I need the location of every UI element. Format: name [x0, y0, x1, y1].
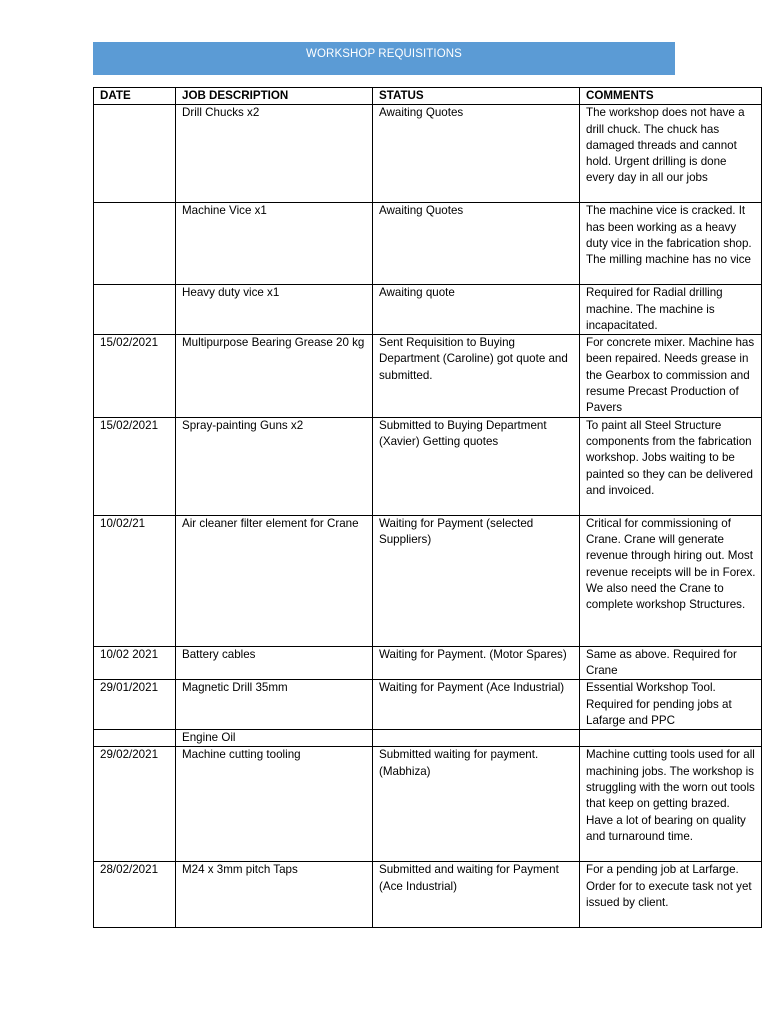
- header-job-description: JOB DESCRIPTION: [176, 88, 373, 105]
- cell-date: [94, 730, 176, 747]
- cell-status: Submitted and waiting for Payment (Ace Industrial): [373, 862, 580, 928]
- cell-comments: Critical for commissioning of Crane. Crane will generate revenue through hiring out. Most revenue receipts will be in Forex. We also need the Crane to complete workshop Structures.: [580, 515, 762, 646]
- cell-job-description: Engine Oil: [176, 730, 373, 747]
- table-row: [94, 862, 762, 928]
- table-row: [94, 680, 762, 730]
- cell-date: 29/02/2021: [94, 747, 176, 862]
- cell-status: Waiting for Payment (Ace Industrial): [373, 680, 580, 730]
- table-row: [94, 646, 762, 680]
- header-date: DATE: [94, 88, 176, 105]
- cell-comments: To paint all Steel Structure components from the fabrication workshop. Jobs waiting to be painted so they can be delivered and invoiced.: [580, 417, 762, 515]
- cell-date: 29/01/2021: [94, 680, 176, 730]
- cell-status: Submitted waiting for payment. (Mabhiza): [373, 747, 580, 862]
- cell-date: [94, 105, 176, 203]
- cell-date: 10/02 2021: [94, 646, 176, 680]
- cell-status: Sent Requisition to Buying Department (Caroline) got quote and submitted.: [373, 335, 580, 417]
- cell-comments: Machine cutting tools used for all machining jobs. The workshop is struggling with the worn out tools that keep on getting brazed. Have a lot of bearing on quality and turnaround time.: [580, 747, 762, 862]
- cell-job-description: Machine Vice x1: [176, 203, 373, 285]
- cell-date: 15/02/2021: [94, 417, 176, 515]
- cell-status: Waiting for Payment. (Motor Spares): [373, 646, 580, 680]
- cell-comments: For a pending job at Larfarge. Order for to execute task not yet issued by client.: [580, 862, 762, 928]
- cell-job-description: Machine cutting tooling: [176, 747, 373, 862]
- cell-comments: Required for Radial drilling machine. The machine is incapacitated.: [580, 285, 762, 335]
- cell-status: [373, 730, 580, 747]
- cell-job-description: Multipurpose Bearing Grease 20 kg: [176, 335, 373, 417]
- cell-job-description: Air cleaner filter element for Crane: [176, 515, 373, 646]
- cell-job-description: Spray-painting Guns x2: [176, 417, 373, 515]
- header-comments: COMMENTS: [580, 88, 762, 105]
- header-status: STATUS: [373, 88, 580, 105]
- cell-status: Submitted to Buying Department (Xavier) Getting quotes: [373, 417, 580, 515]
- header-row: [94, 88, 762, 105]
- table-row: [94, 203, 762, 285]
- table-row: [94, 105, 762, 203]
- cell-job-description: Heavy duty vice x1: [176, 285, 373, 335]
- cell-status: Waiting for Payment (selected Suppliers): [373, 515, 580, 646]
- cell-comments: [580, 730, 762, 747]
- cell-job-description: Magnetic Drill 35mm: [176, 680, 373, 730]
- cell-date: [94, 203, 176, 285]
- cell-date: [94, 285, 176, 335]
- cell-status: Awaiting Quotes: [373, 203, 580, 285]
- table-row: [94, 285, 762, 335]
- requisitions-table: [93, 87, 762, 928]
- table-row: [94, 417, 762, 515]
- table-row: [94, 747, 762, 862]
- cell-comments: Essential Workshop Tool. Required for pending jobs at Lafarge and PPC: [580, 680, 762, 730]
- cell-date: 15/02/2021: [94, 335, 176, 417]
- cell-comments: The workshop does not have a drill chuck. The chuck has damaged threads and cannot hold. Urgent drilling is done every day in all our jobs: [580, 105, 762, 203]
- table-row: [94, 730, 762, 747]
- table-row: [94, 515, 762, 646]
- cell-status: Awaiting quote: [373, 285, 580, 335]
- page-title: WORKSHOP REQUISITIONS: [306, 48, 462, 60]
- cell-job-description: Drill Chucks x2: [176, 105, 373, 203]
- cell-comments: The machine vice is cracked. It has been working as a heavy duty vice in the fabrication shop. The milling machine has no vice: [580, 203, 762, 285]
- cell-date: 28/02/2021: [94, 862, 176, 928]
- table-row: [94, 335, 762, 417]
- cell-status: Awaiting Quotes: [373, 105, 580, 203]
- cell-comments: For concrete mixer. Machine has been repaired. Needs grease in the Gearbox to commission and resume Precast Production of Pavers: [580, 335, 762, 417]
- cell-comments: Same as above. Required for Crane: [580, 646, 762, 680]
- cell-job-description: Battery cables: [176, 646, 373, 680]
- cell-date: 10/02/21: [94, 515, 176, 646]
- title-banner: [93, 42, 675, 75]
- cell-job-description: M24 x 3mm pitch Taps: [176, 862, 373, 928]
